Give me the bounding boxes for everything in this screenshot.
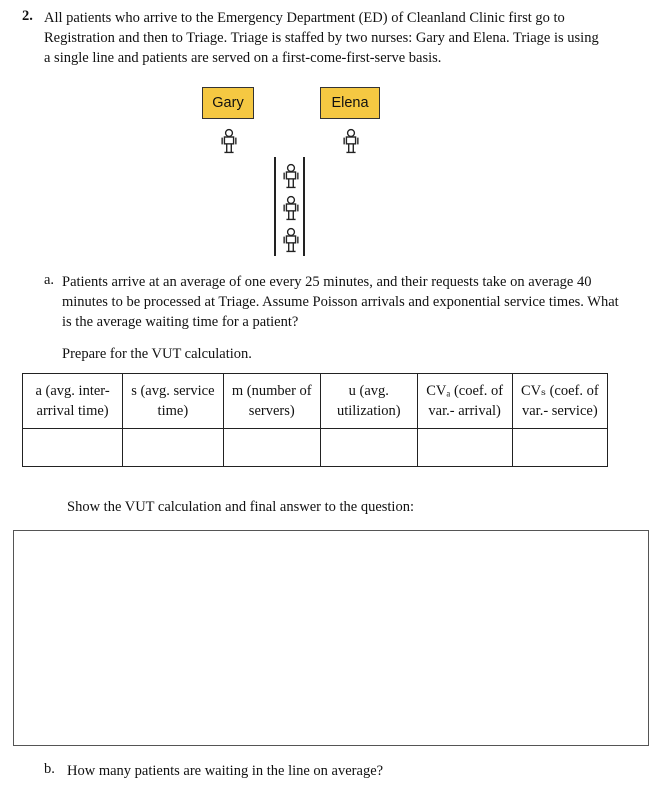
vut-table bbox=[22, 373, 608, 467]
nurse-box-gary: Gary bbox=[202, 87, 254, 119]
queue-right-line bbox=[303, 157, 305, 256]
person-icon-queue bbox=[283, 194, 299, 222]
cell-u[interactable] bbox=[320, 429, 417, 467]
nurse-box-elena: Elena bbox=[320, 87, 380, 119]
header-cvs: CVₛ (coef. of var.- service) bbox=[512, 374, 607, 429]
header-u: u (avg. utilization) bbox=[320, 374, 417, 429]
cell-m[interactable] bbox=[223, 429, 320, 467]
header-s: s (avg. service time) bbox=[123, 374, 223, 429]
person-icon-queue bbox=[283, 226, 299, 254]
cell-cvs[interactable] bbox=[512, 429, 607, 467]
cell-s[interactable] bbox=[123, 429, 223, 467]
cell-cva[interactable] bbox=[417, 429, 512, 467]
person-icon-queue bbox=[283, 162, 299, 190]
part-a-text: Patients arrive at an average of one every 25 minutes, and their requests take on average 40 minutes to be processed at Triage. Assume Poisson arrivals and exponential service times. What is the average waiting time for a patient? bbox=[62, 274, 619, 330]
prepare-text: Prepare for the VUT calculation. bbox=[62, 346, 252, 362]
part-a-label: a. bbox=[44, 272, 55, 288]
answer-box[interactable] bbox=[13, 530, 649, 746]
person-icon-server-gary bbox=[221, 126, 237, 156]
question-text: All patients who arrive to the Emergency Department (ED) of Cleanland Clinic first go to Registration and then to Triage. Triage is staffed by two nurses: Gary and Elena. Triage is using a single line and patients are served on a first-come-first-serve basis. bbox=[44, 10, 599, 66]
cell-a[interactable] bbox=[23, 429, 123, 467]
question-number: 2. bbox=[22, 8, 33, 24]
header-a: a (avg. inter-arrival time) bbox=[23, 374, 123, 429]
header-m: m (number of servers) bbox=[223, 374, 320, 429]
part-b-label: b. bbox=[44, 761, 55, 777]
part-b-text: How many patients are waiting in the line on average? bbox=[67, 763, 384, 779]
person-icon-server-elena bbox=[343, 126, 359, 156]
queue-left-line bbox=[274, 157, 276, 256]
header-cva: CVₐ (coef. of var.- arrival) bbox=[417, 374, 512, 429]
show-calculation-text: Show the VUT calculation and final answer to the question: bbox=[67, 499, 414, 515]
